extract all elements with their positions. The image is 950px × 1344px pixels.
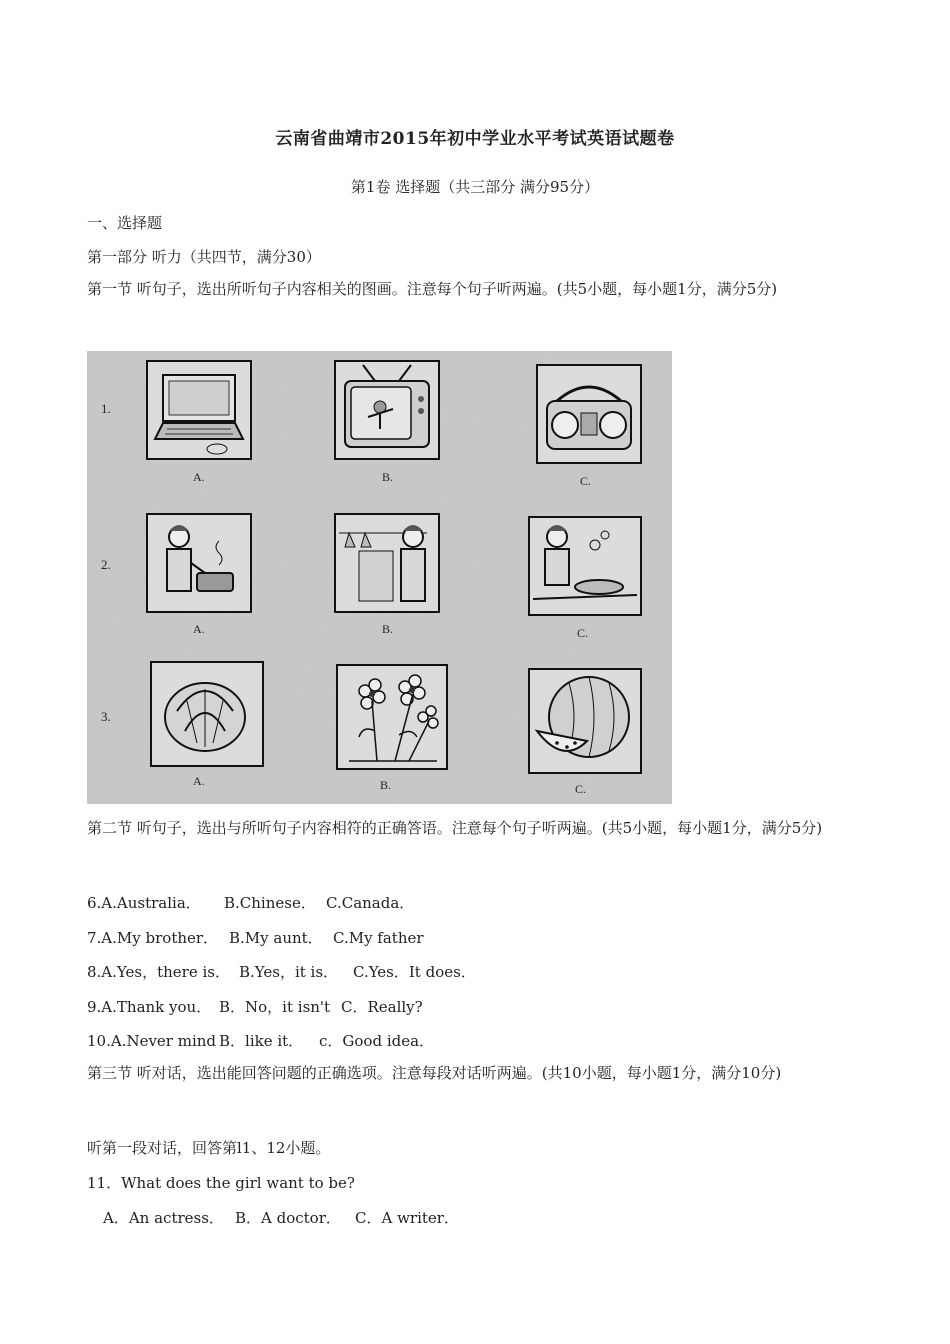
sec2-instruction: 第二节 听句子，选出与所听句子内容相符的正确答语。注意每个句子听两遍。(共5小题，每小题1分，满分5分)	[87, 819, 823, 837]
row-number-2: 2.	[101, 557, 111, 572]
listening-picture-figure	[87, 351, 672, 804]
q8-option-b: B.Yes，it is．	[239, 963, 339, 981]
q7-option-b: B.My aunt．	[229, 929, 323, 947]
row1-label-a: A.	[193, 470, 205, 484]
watermelon-picture	[529, 669, 641, 773]
row3-label-c: C.	[575, 782, 587, 796]
section-heading: 一、选择题	[87, 214, 163, 232]
row3-label-b: B.	[380, 778, 392, 792]
sec1-instruction: 第一节 听句子，选出所听句子内容相关的图画。注意每个句子听两遍。(共5小题，每小题1分，满分5分)	[87, 280, 778, 298]
question-7	[87, 927, 424, 948]
question-6	[87, 892, 414, 913]
row1-label-c: C.	[580, 474, 592, 488]
figure-svg	[87, 351, 672, 804]
q6-option-a: 6.A.Australia．	[87, 894, 201, 912]
laptop-picture	[147, 361, 251, 459]
row-number-1: 1.	[101, 401, 111, 416]
question-8	[87, 961, 476, 982]
q9-option-b: B．No，it isn't	[219, 998, 331, 1016]
sec3-instruction: 第三节 听对话，选出能回答问题的正确选项。注意每段对话听两遍。(共10小题，每小题1分，满分10分)	[87, 1064, 782, 1082]
q10-option-c: c．Good idea．	[319, 1032, 435, 1050]
question-11-stem: 11．What does the girl want to be?	[87, 1174, 355, 1192]
q10-option-b: B．like it．	[219, 1032, 304, 1050]
q6-option-c: C.Canada．	[326, 894, 415, 912]
row2-label-a: A.	[193, 622, 205, 636]
tv-picture	[335, 361, 439, 459]
q8-option-a: 8.A.Yes，there is．	[87, 963, 230, 981]
q11-option-c: C．A writer．	[355, 1209, 459, 1227]
q9-option-c: C．Really?	[341, 998, 423, 1016]
question-9	[87, 996, 423, 1017]
page-title: 云南省曲靖市2015年初中学业水平考试英语试题卷	[275, 129, 675, 149]
question-11-options	[103, 1207, 459, 1228]
question-10	[87, 1030, 434, 1051]
q6-option-b: B.Chinese．	[224, 894, 316, 912]
radio-picture	[537, 365, 641, 463]
row-number-3: 3.	[101, 709, 111, 724]
q10-option-a: 10.A.Never mind	[87, 1032, 217, 1050]
row2-label-c: C.	[577, 626, 589, 640]
row3-label-a: A.	[193, 774, 205, 788]
laundry-picture	[335, 514, 439, 612]
q7-option-a: 7.A.My brother．	[87, 929, 219, 947]
q7-option-c: C.My father	[333, 929, 424, 947]
cabbage-picture	[151, 662, 263, 766]
flowers-picture	[337, 665, 447, 769]
q11-option-b: B．A doctor．	[235, 1209, 341, 1227]
page-subtitle: 第1卷 选择题（共三部分 满分95分）	[350, 178, 600, 196]
q8-option-c: C.Yes．It does．	[353, 963, 476, 981]
q11-option-a: A．An actress．	[103, 1209, 224, 1227]
row2-label-b: B.	[382, 622, 394, 636]
q9-option-a: 9.A.Thank you．	[87, 998, 212, 1016]
row1-label-b: B.	[382, 470, 394, 484]
part1-heading: 第一部分 听力（共四节，满分30）	[87, 248, 321, 266]
dialogue1-intro: 听第一段对话，回答第l1、12小题。	[87, 1139, 331, 1157]
cooking-picture	[147, 514, 251, 612]
washing-dishes-picture	[529, 517, 641, 615]
